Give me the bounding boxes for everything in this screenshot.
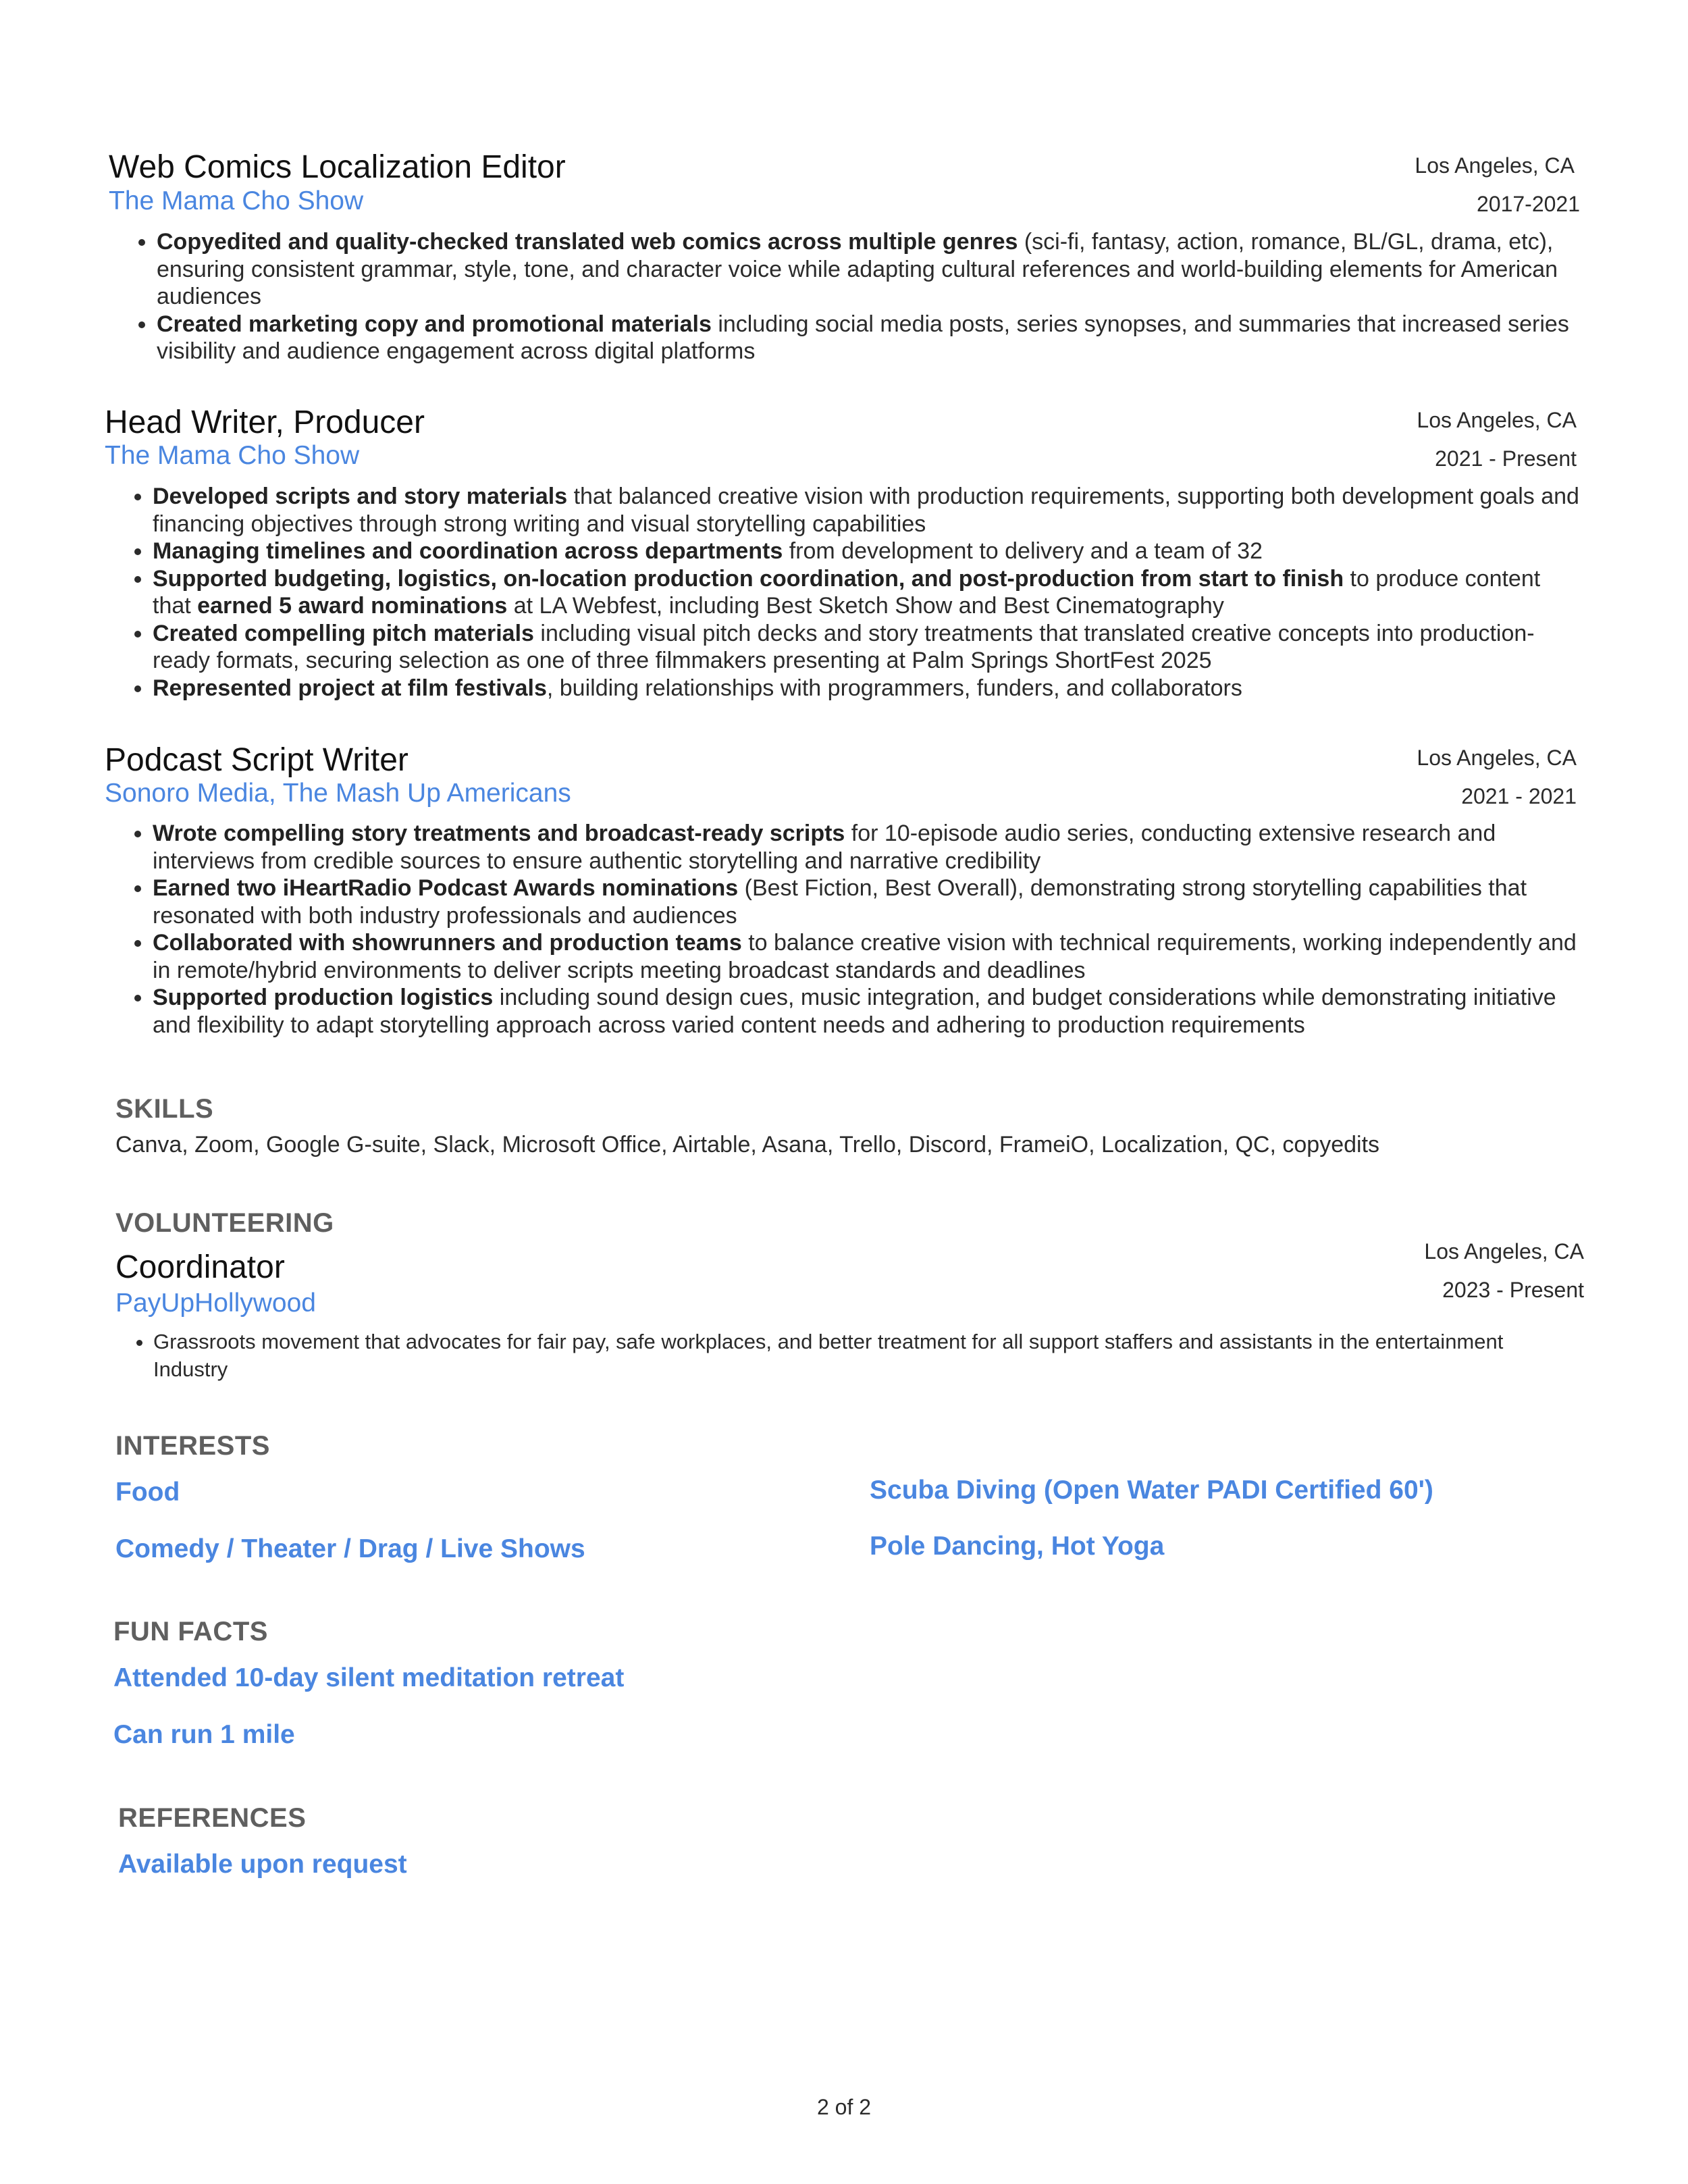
list-item: • Supported budgeting, logistics, on-location production coordination, and post-production from start to finish to produce content that earned 5 award nominations at LA Webfest, including Best Sketch Show and Best Cinematography (153, 565, 1581, 620)
volunteer-org: PayUpHollywood (115, 1289, 316, 1318)
skills-heading: SKILLS (115, 1094, 214, 1124)
fun-fact-item: Can run 1 mile (113, 1720, 295, 1749)
list-item: • Collaborated with showrunners and production teams to balance creative vision with technical requirements, working independently and in remote/hybrid environments to deliver scripts meeting broadcast standards and deadlines (153, 929, 1581, 984)
job-location: Los Angeles, CA (1415, 153, 1575, 178)
job-location: Los Angeles, CA (1417, 408, 1577, 432)
fun-fact-item: Attended 10-day silent meditation retreat (113, 1663, 625, 1692)
fun-facts-heading: FUN FACTS (113, 1617, 268, 1646)
skills-list: Canva, Zoom, Google G-suite, Slack, Microsoft Office, Airtable, Asana, Trello, Discord, FrameiO, Localization, QC, copyedits (115, 1132, 1380, 1158)
list-item: • Supported production logistics including sound design cues, music integration, and budget considerations while demonstrating initiative and flexibility to adapt storytelling approach across varied content needs and adhering to production requirements (153, 984, 1581, 1039)
job-dates: 2021 - 2021 (1461, 784, 1577, 808)
job-dates: 2017-2021 (1476, 192, 1580, 216)
list-item: • Wrote compelling story treatments and broadcast-ready scripts for 10-episode audio series, conducting extensive research and interviews from credible sources to ensure authentic storytelling and narrative credibility (153, 820, 1581, 875)
volunteer-bullets (106, 1328, 1571, 1383)
interest-item: Food (115, 1478, 180, 1507)
company-name: Sonoro Media, The Mash Up Americans (105, 779, 571, 808)
list-item: • Developed scripts and story materials that balanced creative vision with production requirements, supporting both development goals and financing objectives through strong writing and visual storytelling capabilities (153, 483, 1581, 538)
job-bullets (109, 228, 1585, 365)
job-title: Web Comics Localization Editor (109, 149, 566, 185)
list-item: • Copyedited and quality-checked translated web comics across multiple genres (sci-fi, fantasy, action, romance, BL/GL, drama, etc), ensuring consistent grammar, style, tone, and character voice while adapting cultural references and world-building elements for American audiences (157, 228, 1585, 311)
list-item: • Created marketing copy and promotional materials including social media posts, series synopses, and summaries that increased series visibility and audience engagement across digital platforms (157, 311, 1585, 365)
list-item: • Created compelling pitch materials including visual pitch decks and story treatments that translated creative concepts into production-ready formats, securing selection as one of three filmmakers presenting at Palm Springs ShortFest 2025 (153, 620, 1581, 675)
job-bullets (105, 820, 1581, 1039)
interest-item: Pole Dancing, Hot Yoga (870, 1532, 1165, 1561)
interest-item: Comedy / Theater / Drag / Live Shows (115, 1534, 585, 1563)
page-number: 2 of 2 (816, 2095, 872, 2119)
references-heading: REFERENCES (118, 1803, 307, 1833)
references-text: Available upon request (118, 1850, 407, 1879)
company-name: The Mama Cho Show (109, 186, 364, 215)
volunteer-dates: 2023 - Present (1442, 1278, 1584, 1302)
volunteering-heading: VOLUNTEERING (115, 1208, 334, 1238)
volunteer-location: Los Angeles, CA (1424, 1239, 1584, 1264)
list-item: • Grassroots movement that advocates for fair pay, safe workplaces, and better treatment for all support staffers and assistants in the entertainment Industry (153, 1328, 1571, 1383)
interests-heading: INTERESTS (115, 1431, 270, 1461)
job-title: Head Writer, Producer (105, 405, 425, 440)
company-name: The Mama Cho Show (105, 441, 360, 470)
volunteer-title: Coordinator (115, 1249, 285, 1285)
job-bullets (105, 483, 1581, 702)
job-location: Los Angeles, CA (1417, 746, 1577, 770)
job-dates: 2021 - Present (1435, 446, 1577, 471)
list-item: • Managing timelines and coordination across departments from development to delivery and a team of 32 (153, 538, 1581, 565)
list-item: • Earned two iHeartRadio Podcast Awards nominations (Best Fiction, Best Overall), demonstrating strong storytelling capabilities that resonated with both industry professionals and audiences (153, 875, 1581, 929)
list-item: • Represented project at film festivals, building relationships with programmers, funders, and collaborators (153, 675, 1581, 702)
interest-item: Scuba Diving (Open Water PADI Certified 60') (870, 1476, 1433, 1505)
job-title: Podcast Script Writer (105, 742, 408, 778)
